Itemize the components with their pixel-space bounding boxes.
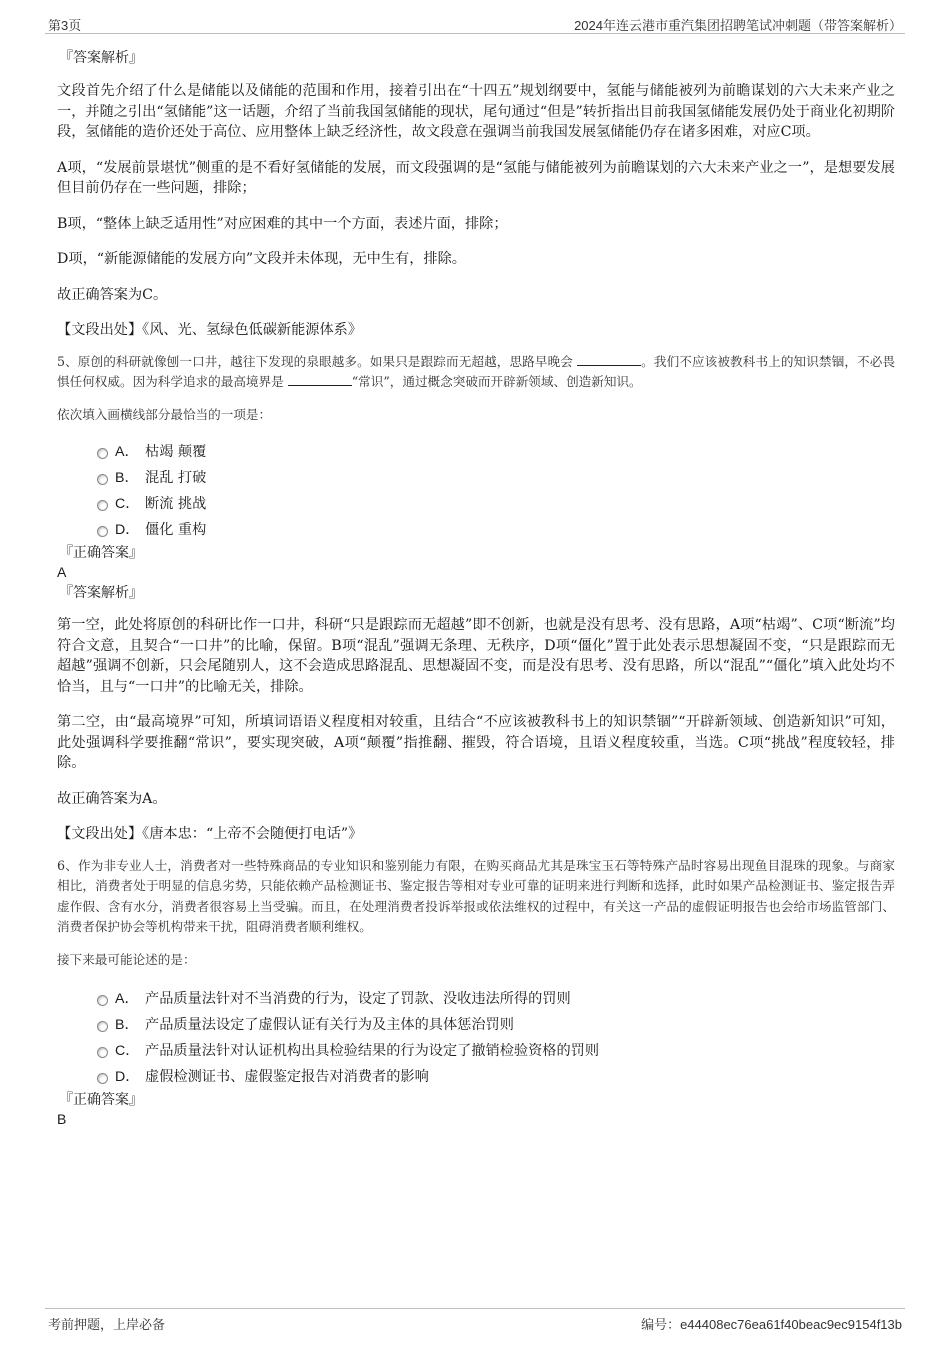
analysis-paragraph: 文段首先介绍了什么是储能以及储能的范围和作用，接着引出在“十四五”规划纲要中，氢能与储能被列为前瞻谋划的六大未来产业之一，并随之引出“氢储能”这一话题，介绍了当前我国氢储能的现状，尾句通过“但是”转折指出目前我国氢储能发展仍处于商业化初期阶段，氢储能的造价还处于高位、应用整体上缺乏经济性，故文段意在强调当前我国发展氢储能仍存在诸多困难，对应C项。 [57,83,895,140]
option-c[interactable] [57,491,895,517]
option-text: 虚假检测证书、虚假鉴定报告对消费者的影响 [145,1069,429,1085]
source-citation: 【文段出处】《风、光、氢绿色低碳新能源体系》 [57,322,363,338]
option-b[interactable] [57,465,895,491]
question-text-part: 5、原创的科研就像刨一口井，越往下发现的泉眼越多。如果只是跟踪而无超越，思路早晚会 [57,353,573,369]
analysis-paragraph: A项，“发展前景堪忧”侧重的是不看好氢储能的发展，而文段强调的是“氢能与储能被列为前瞻谋划的六大未来产业之一”，是想要发展但目前仍存在一些问题，排除； [57,159,895,196]
conclusion-paragraph: 故正确答案为C。 [57,286,168,303]
footer-slogan: 考前押题，上岸必备 [48,1317,166,1332]
option-text: 产品质量法针对不当消费的行为，设定了罚款、没收违法所得的罚则 [145,991,571,1007]
option-letter: A． [115,444,139,460]
correct-answer: A [57,564,67,580]
option-b[interactable] [57,1012,895,1038]
option-letter: A． [115,991,139,1007]
fill-blank [288,373,352,386]
page-footer [45,1308,905,1332]
radio-icon[interactable] [97,448,108,459]
document-title: 2024年连云港市重汽集团招聘笔试冲刺题（带答案解析） [574,18,902,33]
correct-answer: B [57,1111,67,1127]
option-d[interactable] [57,1064,895,1090]
q4-analysis-block [57,48,895,341]
analysis-paragraph: 第一空，此处将原创的科研比作一口井，科研“只是跟踪而无超越”即不创新，也就是没有思考、没有思路，A项“枯竭”、C项“断流”均符合文意，且契合“一口井”的比喻，保留。B项“混乱”强调无条理、无秩序，D项“僵化”置于此处表示思想凝固不变，“只是跟踪而无超越”强调不创新，只会尾随别人，这不会造成思路混乱、思想凝固不变，而是没有思考、没有思路，所以“混乱”“僵化”填入此处均不恰当，且与“一口井”的比喻无关，排除。 [57,617,895,695]
document-body [57,46,895,1128]
analysis-label: 『答案解析』 [59,585,143,601]
page-header [45,14,905,34]
option-text: 枯竭 颠覆 [145,444,207,460]
option-d[interactable] [57,517,895,543]
option-letter: C． [115,1043,140,1059]
analysis-paragraph: B项，“整体上缺乏适用性”对应困难的其中一个方面，表述片面，排除； [57,215,508,232]
radio-icon[interactable] [97,500,108,511]
option-list [57,439,895,543]
source-citation: 【文段出处】《唐本忠：“上帝不会随便打电话”》 [57,826,363,842]
question-prompt: 接下来最可能论述的是： [57,951,196,967]
option-text: 断流 挑战 [145,496,207,512]
question-text [57,352,895,393]
analysis-paragraph: D项，“新能源储能的发展方向”文段并未体现，无中生有，排除。 [57,251,466,267]
option-a[interactable] [57,439,895,465]
question-text-part: 。我们不应该被教科书上的知识禁锢，不必畏惧任何权威。因为科学追求的最高境界是 [57,353,895,389]
option-letter: C． [115,496,140,512]
option-text: 产品质量法设定了虚假认证有关行为及主体的具体惩治罚则 [145,1017,514,1033]
radio-icon[interactable] [97,995,108,1006]
fill-blank [577,353,641,366]
option-c[interactable] [57,1038,895,1064]
option-text: 僵化 重构 [145,522,207,538]
radio-icon[interactable] [97,526,108,537]
option-list [57,986,895,1090]
question-5 [57,352,895,845]
option-letter: D． [115,1069,140,1085]
page-number: 第3页 [48,18,82,33]
option-text: 混乱 打破 [145,470,207,486]
question-text: 6、作为非专业人士，消费者对一些特殊商品的专业知识和鉴别能力有限，在购买商品尤其是珠宝玉石等特殊产品时容易出现鱼目混珠的现象。与商家相比，消费者处于明显的信息劣势，只能依赖产品检测证书、鉴定报告等相对专业可靠的证明来进行判断和选择，此时如果产品检测证书、鉴定报告弄虚作假、含有水分，消费者很容易上当受骗。而且，在处理消费者投诉举报或依法维权的过程中，有关这一产品的虚假证明报告也会给市场监管部门、消费者保护协会等机构带来干扰，阻碍消费者顺利维权。 [57,857,895,934]
conclusion-paragraph: 故正确答案为A。 [57,790,167,807]
option-letter: D． [115,522,140,538]
analysis-label: 『答案解析』 [59,50,143,66]
correct-answer-label: 『正确答案』 [59,1092,143,1108]
radio-icon[interactable] [97,1047,108,1058]
option-letter: B． [115,1017,139,1033]
option-letter: B． [115,470,139,486]
question-text-part: “常识”，通过概念突破而开辟新领域、创造新知识。 [351,374,642,389]
radio-icon[interactable] [97,1073,108,1084]
question-prompt: 依次填入画横线部分最恰当的一项是： [57,406,272,422]
option-text: 产品质量法针对认证机构出具检验结果的行为设定了撤销检验资格的罚则 [145,1043,600,1059]
option-a[interactable] [57,986,895,1012]
radio-icon[interactable] [97,474,108,485]
correct-answer-label: 『正确答案』 [59,545,143,561]
question-6 [57,856,895,1129]
document-id: 编号：e44408ec76ea61f40beac9ec9154f13b [641,1317,902,1332]
radio-icon[interactable] [97,1021,108,1032]
analysis-paragraph: 第二空，由“最高境界”可知，所填词语语义程度相对较重，且结合“不应该被教科书上的知识禁锢”“开辟新领域、创造新知识”可知，此处强调科学要推翻“常识”，要实现突破，A项“颠覆”指推翻、摧毁，符合语境，且语义程度较重，当选。C项“挑战”程度较轻，排除。 [57,714,895,771]
